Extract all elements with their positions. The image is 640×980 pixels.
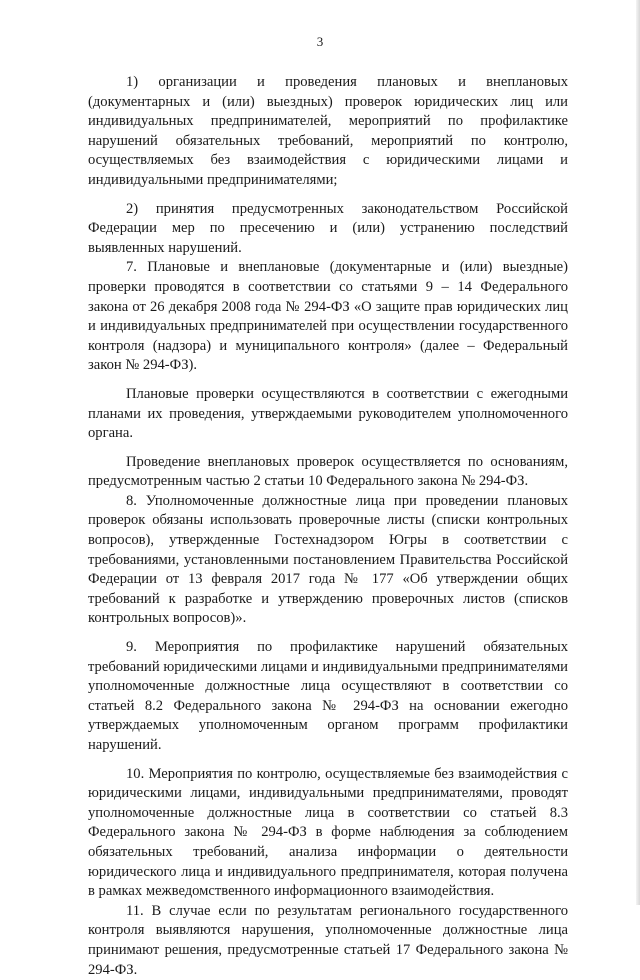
page-number: 3 — [316, 34, 324, 49]
paragraph-item-7: 7. Плановые и внеплановые (документарные и (или) выездные) проверки проводятся в соответствии со статьями 9 – 14 Федерального закона от 26 декабря 2008 года № 294-ФЗ «О защите прав юридических лиц и индивидуальных предпринимателей при осуществлении государственного контроля (надзора) и муниципального контроля» (далее – Федеральный закон № 294-ФЗ). — [88, 259, 568, 374]
paragraph-item-11: 11. В случае если по результатам регионального государственного контроля выявляются нарушения, уполномоченные должностные лица принимают решения, предусмотренные статьей 17 Федерального закона № 294-ФЗ. — [88, 902, 568, 978]
paragraph-subpoint-1: 1) организации и проведения плановых и внеплановых (документарных и (или) выездных) проверок юридических лиц или индивидуальных предпринимателей, мероприятий по профилактике нарушений обязательных требований, мероприятий по контролю, осуществляемых без взаимодействия с юридическими лицами и индивидуальными предпринимателями; — [88, 74, 568, 188]
paragraph-item-9: 9. Мероприятия по профилактике нарушений обязательных требований юридическими лицами и индивидуальными предпринимателями уполномоченные должностные лица осуществляют в соответствии со статьей 8.2 Федерального закона № 294-ФЗ на основании ежегодно утверждаемых уполномоченным органом программ профилактики нарушений. — [88, 639, 568, 753]
paragraph-item-8: 8. Уполномоченные должностные лица при проведении плановых проверок обязаны использовать проверочные листы (списки контрольных вопросов), утвержденные Гостехнадзором Югры в соответствии с требованиями, установленными постановлением Правительства Российской Федерации от 13 февраля 2017 года № 177 «Об утверждении общих требований к разработке и утверждению проверочных листов (списков контрольных вопросов)». — [88, 492, 568, 627]
paragraph-item-10: 10. Мероприятия по контролю, осуществляемые без взаимодействия с юридическими лицами, индивидуальными предпринимателями, проводят уполномоченные должностные лица в соответствии со статьей 8.3 Федерального закона № 294-ФЗ в форме наблюдения за соблюдением обязательных требований, анализа информации о деятельности юридического лица и индивидуального предпринимателя, которая получена в рамках межведомственного информационного взаимодействия. — [88, 765, 568, 900]
paragraph-planned-inspections: Плановые проверки осуществляются в соответствии с ежегодными планами их проведения, утверждаемыми руководителем уполномоченного органа. — [88, 385, 568, 442]
paragraph-unplanned-inspections: Проведение внеплановых проверок осуществляется по основаниям, предусмотренным частью 2 статьи 10 Федерального закона № 294-ФЗ. — [88, 453, 568, 490]
scan-edge — [636, 0, 640, 905]
paragraph-subpoint-2: 2) принятия предусмотренных законодательством Российской Федерации мер по пресечению и (или) устранению последствий выявленных нарушений. — [88, 200, 568, 256]
document-body — [88, 73, 568, 980]
